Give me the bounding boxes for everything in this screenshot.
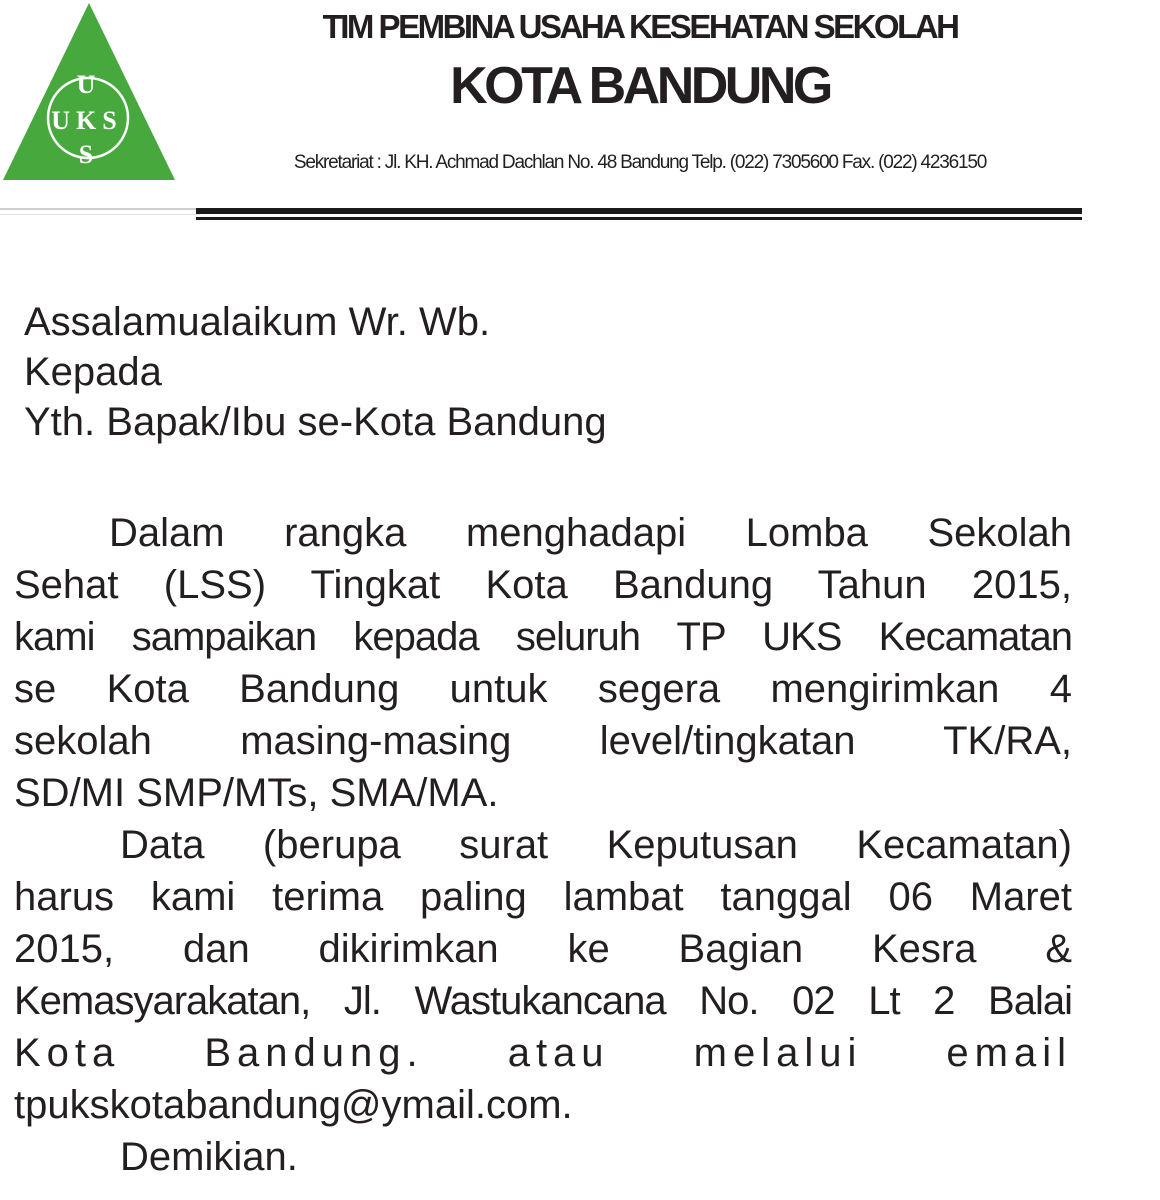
svg-text:S: S	[78, 140, 94, 169]
header-divider-thin	[196, 217, 1082, 220]
email-line: tpukskotabandung@ymail.com.	[14, 1083, 573, 1127]
org-name: TIM PEMBINA USAHA KESEHATAN SEKOLAH	[322, 8, 958, 45]
header-divider-left	[0, 208, 200, 210]
uks-logo	[0, 0, 178, 184]
body-line: Sehat (LSS) Tingkat Kota Bandung Tahun 2015,	[14, 563, 1072, 607]
header-divider-left-lower	[0, 214, 200, 215]
svg-text:UKS: UKS	[51, 106, 123, 135]
body-line: kami sampaikan kepada seluruh TP UKS Kecamatan	[14, 615, 1072, 659]
body-line: SD/MI SMP/MTs, SMA/MA.	[14, 771, 499, 815]
svg-text:U: U	[76, 70, 96, 99]
body-line: Kota Bandung. atau melalui email	[14, 1031, 1072, 1075]
secretariat-address: Sekretariat : Jl. KH. Achmad Dachlan No. 48 Bandung Telp. (022) 7305600 Fax. (022) 4236150	[293, 152, 987, 173]
body-line: Dalam rangka menghadapi Lomba Sekolah	[109, 511, 1072, 555]
city-name: KOTA BANDUNG	[450, 57, 830, 115]
body-line: Data (berupa surat Keputusan Kecamatan)	[120, 823, 1072, 867]
body-line: se Kota Bandung untuk segera mengirimkan 4	[14, 667, 1072, 711]
addressee: Yth. Bapak/Ibu se-Kota Bandung	[24, 400, 607, 444]
body-line: sekolah masing-masing level/tingkatan TK/RA,	[14, 719, 1072, 763]
greeting: Assalamualaikum Wr. Wb.	[24, 300, 491, 344]
addressee-label: Kepada	[24, 350, 162, 394]
body-line: harus kami terima paling lambat tanggal 06 Maret	[14, 875, 1072, 919]
body-line: Kemasyarakatan, Jl. Wastukancana No. 02 Lt 2 Balai	[14, 979, 1072, 1023]
header-divider-thick	[196, 208, 1082, 214]
letter-body	[14, 507, 1072, 1183]
body-line: 2015, dan dikirimkan ke Bagian Kesra &	[14, 927, 1072, 971]
closing-line: Demikian.	[120, 1135, 298, 1179]
salutation-block	[24, 297, 1124, 447]
